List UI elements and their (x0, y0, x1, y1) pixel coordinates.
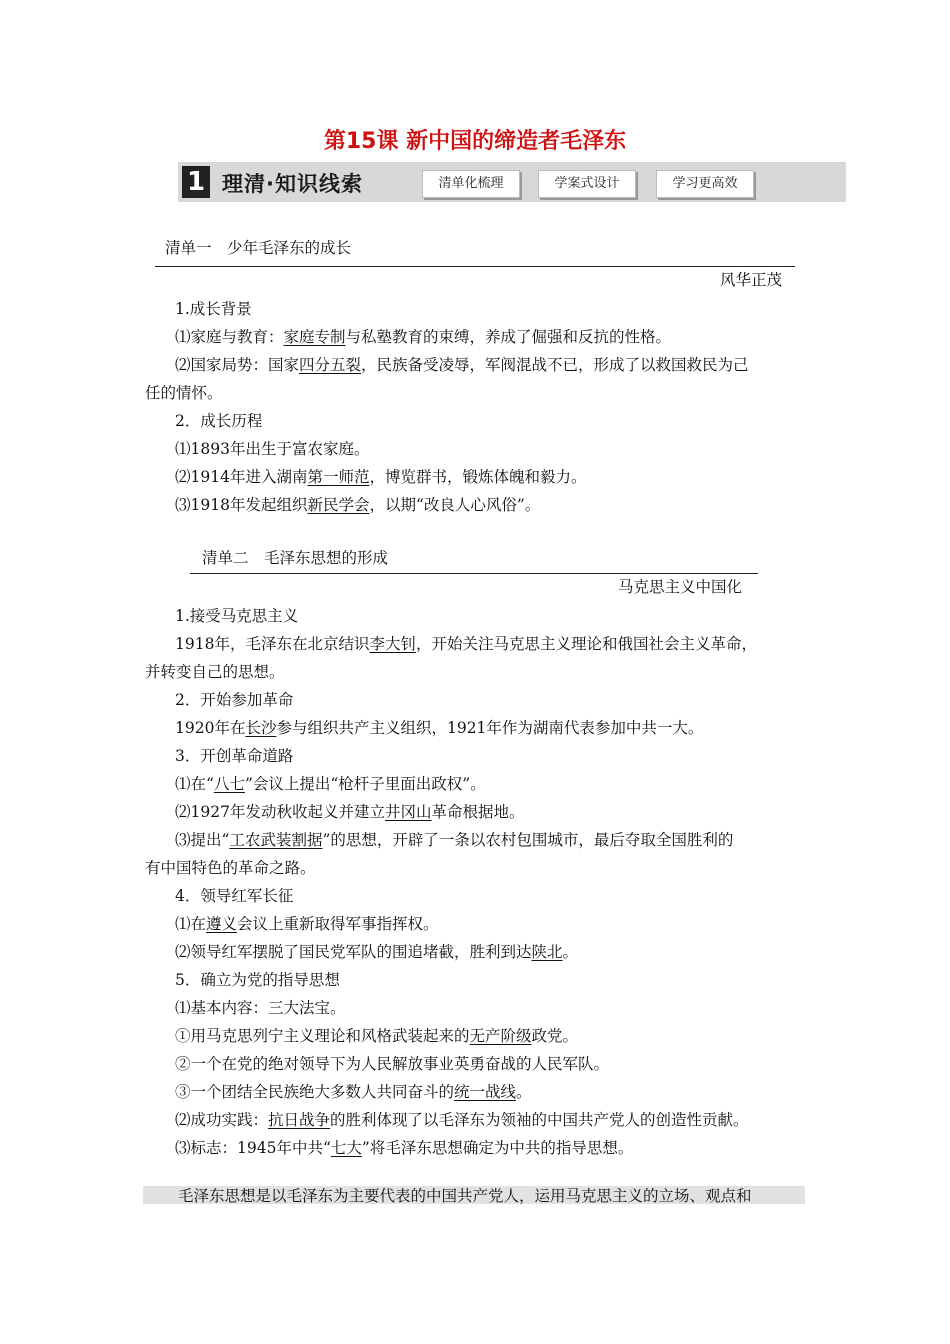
s2-line-2: 1918年，毛泽东在北京结识李大钊，开始关注马克思主义理论和俄国社会主义革命， (175, 635, 757, 653)
s2-line-17: ②一个在党的绝对领导下为人民解放事业英勇奋战的人民军队。 (175, 1055, 610, 1073)
section-banner (178, 162, 846, 202)
s2-line-10: 有中国特色的革命之路。 (145, 859, 316, 877)
tag-efficiency: 学习更高效 (656, 170, 754, 198)
s1-line-2: ⑴家庭与教育：家庭专制与私塾教育的束缚，养成了倔强和反抗的性格。 (175, 328, 672, 346)
section1-tagline: 风华正茂 (720, 271, 783, 289)
s1-line-8: ⑶1918年发起组织新民学会，以期“改良人心风俗”。 (175, 496, 541, 514)
s2-line-9: ⑶提出“工农武装割据”的思想，开辟了一条以农村包围城市，最后夺取全国胜利的 (175, 831, 734, 849)
section2-rule (190, 573, 758, 574)
footer-text: 毛泽东思想是以毛泽东为主要代表的中国共产党人，运用马克思主义的立场、观点和 (178, 1187, 752, 1205)
s2-line-7: ⑴在“八七”会议上提出“枪杆子里面出政权”。 (175, 775, 486, 793)
s2-line-3: 并转变自己的思想。 (145, 663, 285, 681)
s2-line-14: 5．确立为党的指导思想 (175, 971, 340, 989)
banner-title: 理清·知识线索 (222, 172, 363, 196)
section2-tagline: 马克思主义中国化 (618, 578, 743, 596)
s2-line-1: 1.接受马克思主义 (175, 607, 299, 625)
s2-line-19: ⑵成功实践：抗日战争的胜利体现了以毛泽东为领袖的中国共产党人的创造性贡献。 (175, 1111, 749, 1129)
s2-line-15: ⑴基本内容：三大法宝。 (175, 999, 346, 1017)
s1-line-6: ⑴1893年出生于富农家庭。 (175, 440, 370, 458)
page-title: 第15课 新中国的缔造者毛泽东 (323, 129, 627, 154)
s2-line-5: 1920年在长沙参与组织共产主义组织，1921年作为湖南代表参加中共一大。 (175, 719, 704, 737)
tag-checklist: 清单化梳理 (422, 170, 520, 198)
s2-line-8: ⑵1927年发动秋收起义并建立井冈山革命根据地。 (175, 803, 525, 821)
section2-heading: 清单二 毛泽东思想的形成 (202, 549, 389, 567)
s2-line-4: 2．开始参加革命 (175, 691, 294, 709)
s2-line-20: ⑶标志：1945年中共“七大”将毛泽东思想确定为中共的指导思想。 (175, 1139, 634, 1157)
s2-line-13: ⑵领导红军摆脱了国民党军队的围追堵截，胜利到达陕北。 (175, 943, 579, 961)
s1-line-3: ⑵国家局势：国家四分五裂，民族备受凌辱，军阀混战不已，形成了以救国救民为己 (175, 356, 749, 374)
s2-line-16: ①用马克思列宁主义理论和风格武装起来的无产阶级政党。 (175, 1027, 579, 1045)
s2-line-12: ⑴在遵义会议上重新取得军事指挥权。 (175, 915, 439, 933)
section1-heading: 清单一 少年毛泽东的成长 (165, 239, 352, 257)
banner-number: 1 (182, 166, 210, 198)
s2-line-18: ③一个团结全民族绝大多数人共同奋斗的统一战线。 (175, 1083, 532, 1101)
s1-line-7: ⑵1914年进入湖南第一师范，博览群书，锻炼体魄和毅力。 (175, 468, 587, 486)
s1-line-4: 任的情怀。 (145, 384, 223, 402)
s2-line-6: 3．开创革命道路 (175, 747, 294, 765)
tag-design: 学案式设计 (538, 170, 636, 198)
s2-line-11: 4．领导红军长征 (175, 887, 294, 905)
section1-rule (155, 266, 795, 267)
s1-line-1: 1.成长背景 (175, 300, 252, 318)
s1-line-5: 2．成长历程 (175, 412, 263, 430)
